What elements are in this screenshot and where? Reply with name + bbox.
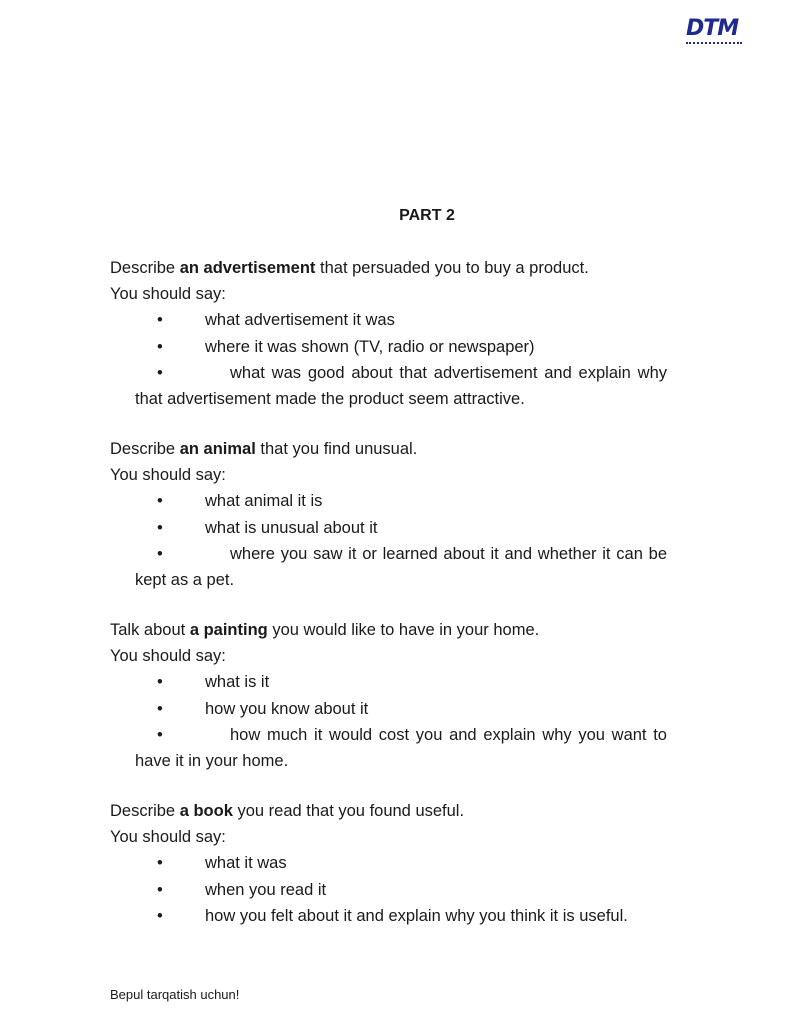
dtm-logo-icon [686,18,746,50]
bullet-icon: • [157,907,163,925]
task-heading: Describe an animal that you find unusual. [110,440,418,458]
bullet-list [110,851,667,930]
task-animal [110,437,667,593]
task-topic: a painting [189,621,268,639]
bullet-list [110,670,667,774]
bullet-icon: • [157,337,163,356]
bullet-icon: • [157,673,163,691]
list-item: • when you read it [110,878,667,904]
bullet-icon: • [157,311,163,329]
bullet-icon: • [157,545,163,563]
list-item: • what is it [110,670,667,696]
list-item: • what was good about that advertisement and explain why that advertisement made the product seem attractive. [135,361,667,412]
bullet-icon: • [157,854,163,872]
logo-subline [686,42,742,47]
bullet-icon: • [157,518,163,537]
list-item: • what animal it is [110,489,667,515]
task-topic: an animal [179,440,256,458]
task-prompt: You should say: [110,465,226,484]
bullet-icon: • [157,880,163,899]
logo-text: DTM [686,16,739,41]
task-heading: Describe an advertisement that persuaded you to buy a product. [110,259,589,277]
task-topic: a book [179,802,233,820]
list-item: • how you know about it [110,697,667,723]
bullet-icon: • [157,492,163,510]
bullet-icon: • [157,364,163,382]
list-item: • where you saw it or learned about it and whether it can be kept as a pet. [135,542,667,593]
task-advertisement [110,256,667,412]
task-heading: Describe a book you read that you found useful. [110,802,465,820]
bullet-icon: • [157,699,163,718]
task-book [110,799,667,930]
list-item: • how you felt about it and explain why you think it is useful. [110,904,667,930]
task-topic: an advertisement [179,259,316,277]
bullet-list [110,489,667,593]
bullet-icon: • [157,726,163,744]
list-item: • what it was [110,851,667,877]
list-item: • what is unusual about it [110,516,667,542]
task-painting [110,618,667,774]
task-prompt: You should say: [110,827,226,846]
list-item: • what advertisement it was [110,308,667,334]
task-heading: Talk about a painting you would like to have in your home. [110,621,540,639]
task-prompt: You should say: [110,284,226,303]
task-prompt: You should say: [110,646,226,665]
part-title: PART 2 [399,207,455,224]
list-item: • where it was shown (TV, radio or newspaper) [110,335,667,361]
bullet-list [110,308,667,412]
footer-note: Bepul tarqatish uchun! [110,987,240,1002]
document-body [110,256,667,955]
list-item: • how much it would cost you and explain why you want to have it in your home. [135,723,667,774]
